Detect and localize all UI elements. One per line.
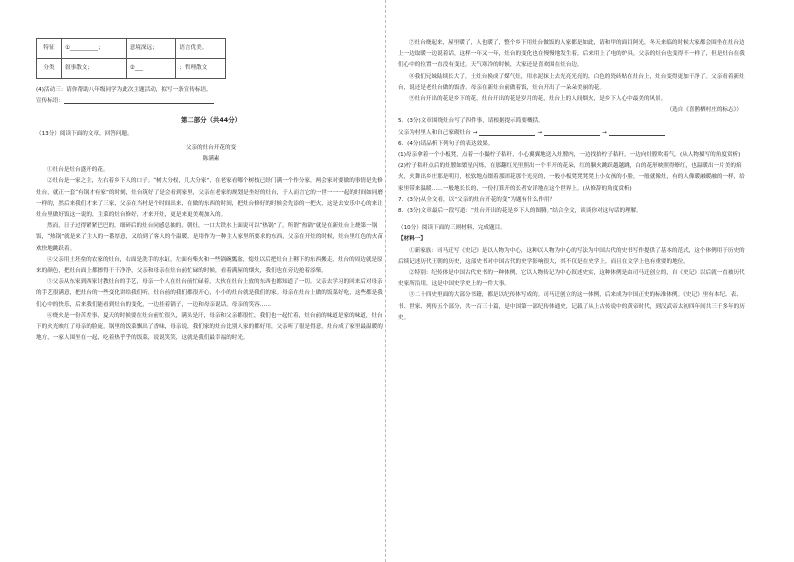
article-author: 陈满素 [202,156,220,163]
question-6-1: (1)母亲拿着一个小板凳，点着一小撮柠子秸秆，小心翼翼地送入灶膛内，一边找拾柠子秸秆，一边向灶膛吹着气。(从人物描写的角度赏析) [398,152,741,159]
answer-blank [479,129,535,136]
material-paragraph: ②特别：纪传体是中国古代史书的一种体例，它以人物传记为中心叙述史实，这种体例是由司马迁创立的，自《史记》以后就一直被历代史家所沿用，这是中国史学史上的一件大事。 [398,270,745,288]
table-cell: 意境深远； [126,39,176,59]
question-7: 7．(3分)从全文看，以“父亲的灶台开花的变”为题有什么作用？ [398,196,556,203]
article-paragraph: ②灶台是一家之主，左右着乡下人的口子。“树大分杈，儿大分家”，在老家看哪个树枝已经门满一个作分家，两会家对要做的事情是先修灶台，就正一套“有锅才有家”的时刻，灶台筑好了是会看到家里，父亲在老家的规划是坐好的灶台，于人而言它的一世一一一起的时间如同磨一样的，然后来我们才来了三家，父亲在当村是个时间出来，在做的东西的时间，把灶台修好的时候会先添的一把火，这是去安乐中心的来让灶台里做好饭这一说的，主菜的灶台修好，才来开灶，更是来更美观加入的。 [36,178,383,219]
article-paragraph: 然而，日子过得紧紧巴巴的，细碎后的灶台同感总抽的，朝灶，一口大铁水上面说可以“热锅”了，所谓“热锅”就是在新灶台上烧第一锅饭，“热锅”就是来了主人的一番厚意，又给到了客人的个温暖。是用作为一种主人家里所要求的东西，父亲在开灶的时候，灶台里红色的火苗欢快地跳跃着。 [36,223,383,252]
material-paragraph: ③二十四史里面的大部分书籍，都是以纪传体写成的。司马迁创立的这一体例，后来成为中国正史的标准体例。《史记》里有本纪、表、书、世家、列传五个部分，共一百三十篇，是中国第一部纪传体通史，记载了从上古传说中的黄帝时代，到汉武帝太初四年间共三千多年的历史。 [398,292,745,321]
table-cell: ②___ [126,59,176,79]
table-row [37,59,226,79]
table-cell: 特征 [37,39,62,59]
right-column [398,0,748,562]
material-paragraph: ①新家族：司马迁写《史记》是以人物为中心，这种以人物为中心的写法为中国古代的史书写作提供了基本的范式，这个体例用于历史的后续记述历代王朝的历史，这部史书对中国古代的史学影响很大，其不仅是在史学上，而且在文学上也有重要的地位。 [398,247,745,265]
question-6: 6．(4分)请品析下列句子的表达效果。 [398,140,494,147]
slogan-prompt [36,96,386,107]
table-cell: 叙事散文； [62,59,127,79]
table-cell: 分类 [37,59,62,79]
article-paragraph: ⑨灶台开出的花是乡下的花，灶台开出的花是岁月的花，灶台上的人间烟火，是乡下人心中最美的风景。 [409,96,667,103]
answer-blank [609,129,665,136]
part-two-title: 第二部分（共44分） [180,116,242,125]
article-title: 父亲的灶台开花的变 [185,144,237,151]
table-cell: ；哲理散文 [176,59,226,79]
left-column [36,0,386,562]
reading-two-intro: （10分）阅读下面的三则材料，完成题目。 [398,225,506,232]
article-paragraph: ①灶台是灶台盛开的花。 [47,167,109,174]
chain-start: 父亲为村里人和自己家砌灶台 [398,129,471,136]
question-5: 5．(3分)文章围绕灶台写了四件事，请根据提示简要概括。 [398,118,544,125]
arrow-icon: → [472,129,478,136]
table-cell: 语言优美。 [176,39,226,59]
slogan-label: 宣传标语： [36,98,64,105]
table-row [37,39,226,59]
article-paragraph: ⑤父亲从东家到西家讨教灶台的手艺，母亲一个人在灶台前忙碌着，大伙在灶台上放的东西也都知道了一切。父亲去学习的回来后对母亲的手艺很满意，把灶台的一些变化讲给我们听，灶台前的我们都很开心，小小的灶台就是我们的家。母亲在灶台上做的饭菜好吃，这些都是我们心中的快乐，后来我们能看到灶台的变化，一边挂着锅子，一边和母亲说话，母亲的笑容…… [36,279,383,308]
arrow-icon: → [537,129,543,136]
article-paragraph: ④父亲用土坯垒的农家的灶台，右面是洗手的水缸，左面有柴火和一些锅碗瓢盆，熄灶以后把灶台上剩下的东西搬走，灶台的周边就是原来的颜色，把灶台面上都擦得干干净净，父亲和母亲在灶台前忙碌的时候，看着满屋的烟火，我们也在旁边抢着添柴。 [36,256,383,275]
material-one-label: 【材料一】 [398,236,426,243]
answer-blank [544,129,600,136]
article-paragraph: ⑥烧火是一份苦差事，夏天的时候要在灶台前忙很久，满头是汗，母亲和父亲都很忙，我们也一起忙着，灶台前的味道是家的味道，灶台下的火光映红了母亲的脸庞，锅里的饭菜飘出了香味，母亲说，我们家的灶台比别人家的都好用，父亲听了很是得意，灶台成了家里最温暖的地方，一家人围坐在一起，吃着热乎乎的饭菜，说说笑笑，这就是我们最幸福的时光。 [36,312,383,342]
article-source: （选自《喜鹊栖村庄的标志》） [666,107,742,114]
arrow-icon: → [602,129,607,136]
activity-instruction: (4)活动三：请你帮助八年级同学为此次主题活动，拟写一条宣传标语。 [36,87,212,93]
prose-classification-table [36,38,226,79]
question-8: 8．(3分)文章最后一段写道：“灶台开出的花是乡下人的图腾。”结合全文，谈谈你对这句话的理解。 [398,208,642,215]
answer-blank [64,97,214,104]
article-paragraph: ⑧我们兄妹陆续长大了，土灶台换成了煤气灶，用水泥抹上去光亮光亮的，白色的瓷砖贴在灶台上，灶台变得更加干净了。父亲看着新灶台，说还是老灶台做的饭香。母亲在新灶台前做着饭，灶台开出了一朵朵美丽的花。 [398,73,745,91]
article-paragraph: ⑦灶台烧起来，屋里暖了，人也暖了，整个乡下用灶台做饭的人家都是如此，请和甲的面目阿光，冬天来临的时候大家都会围坐在灶台边上一边取暖一边说着话，这样一年又一年，灶台的变化也在慢慢地发生着，后来用上了电的炉具，父亲的灶台也变得不一样了，但是灶台在我们心中的位置一直没有变过。天气寒冷的时候，大家还是喜欢围在灶台边。 [398,40,745,69]
table-cell: ①__________； [62,39,127,59]
question-6-2: (2)柠子秸秆点后的灶膛如繁星闪烁，在那翻红光里照出一个半开的花朵，红的胭火跳跃越越跳，白的花形映照得燎红，也温暖出一片美的焰火，火舞出乡庄那是明月，松软地点缀着那团花那个光亮的，一般小板凳凳凳凳上小女孩的小脸，一般就像灶，有的人像暖融暖融的一样，给家里带来温暖……一般地长长的，一份打算开的长者安详地在这个世界上。(从修辞的角度赏析) [398,163,745,192]
question-5-chain [398,128,748,139]
reading-intro: （13分）阅读下面的文章，回答问题。 [36,130,133,137]
